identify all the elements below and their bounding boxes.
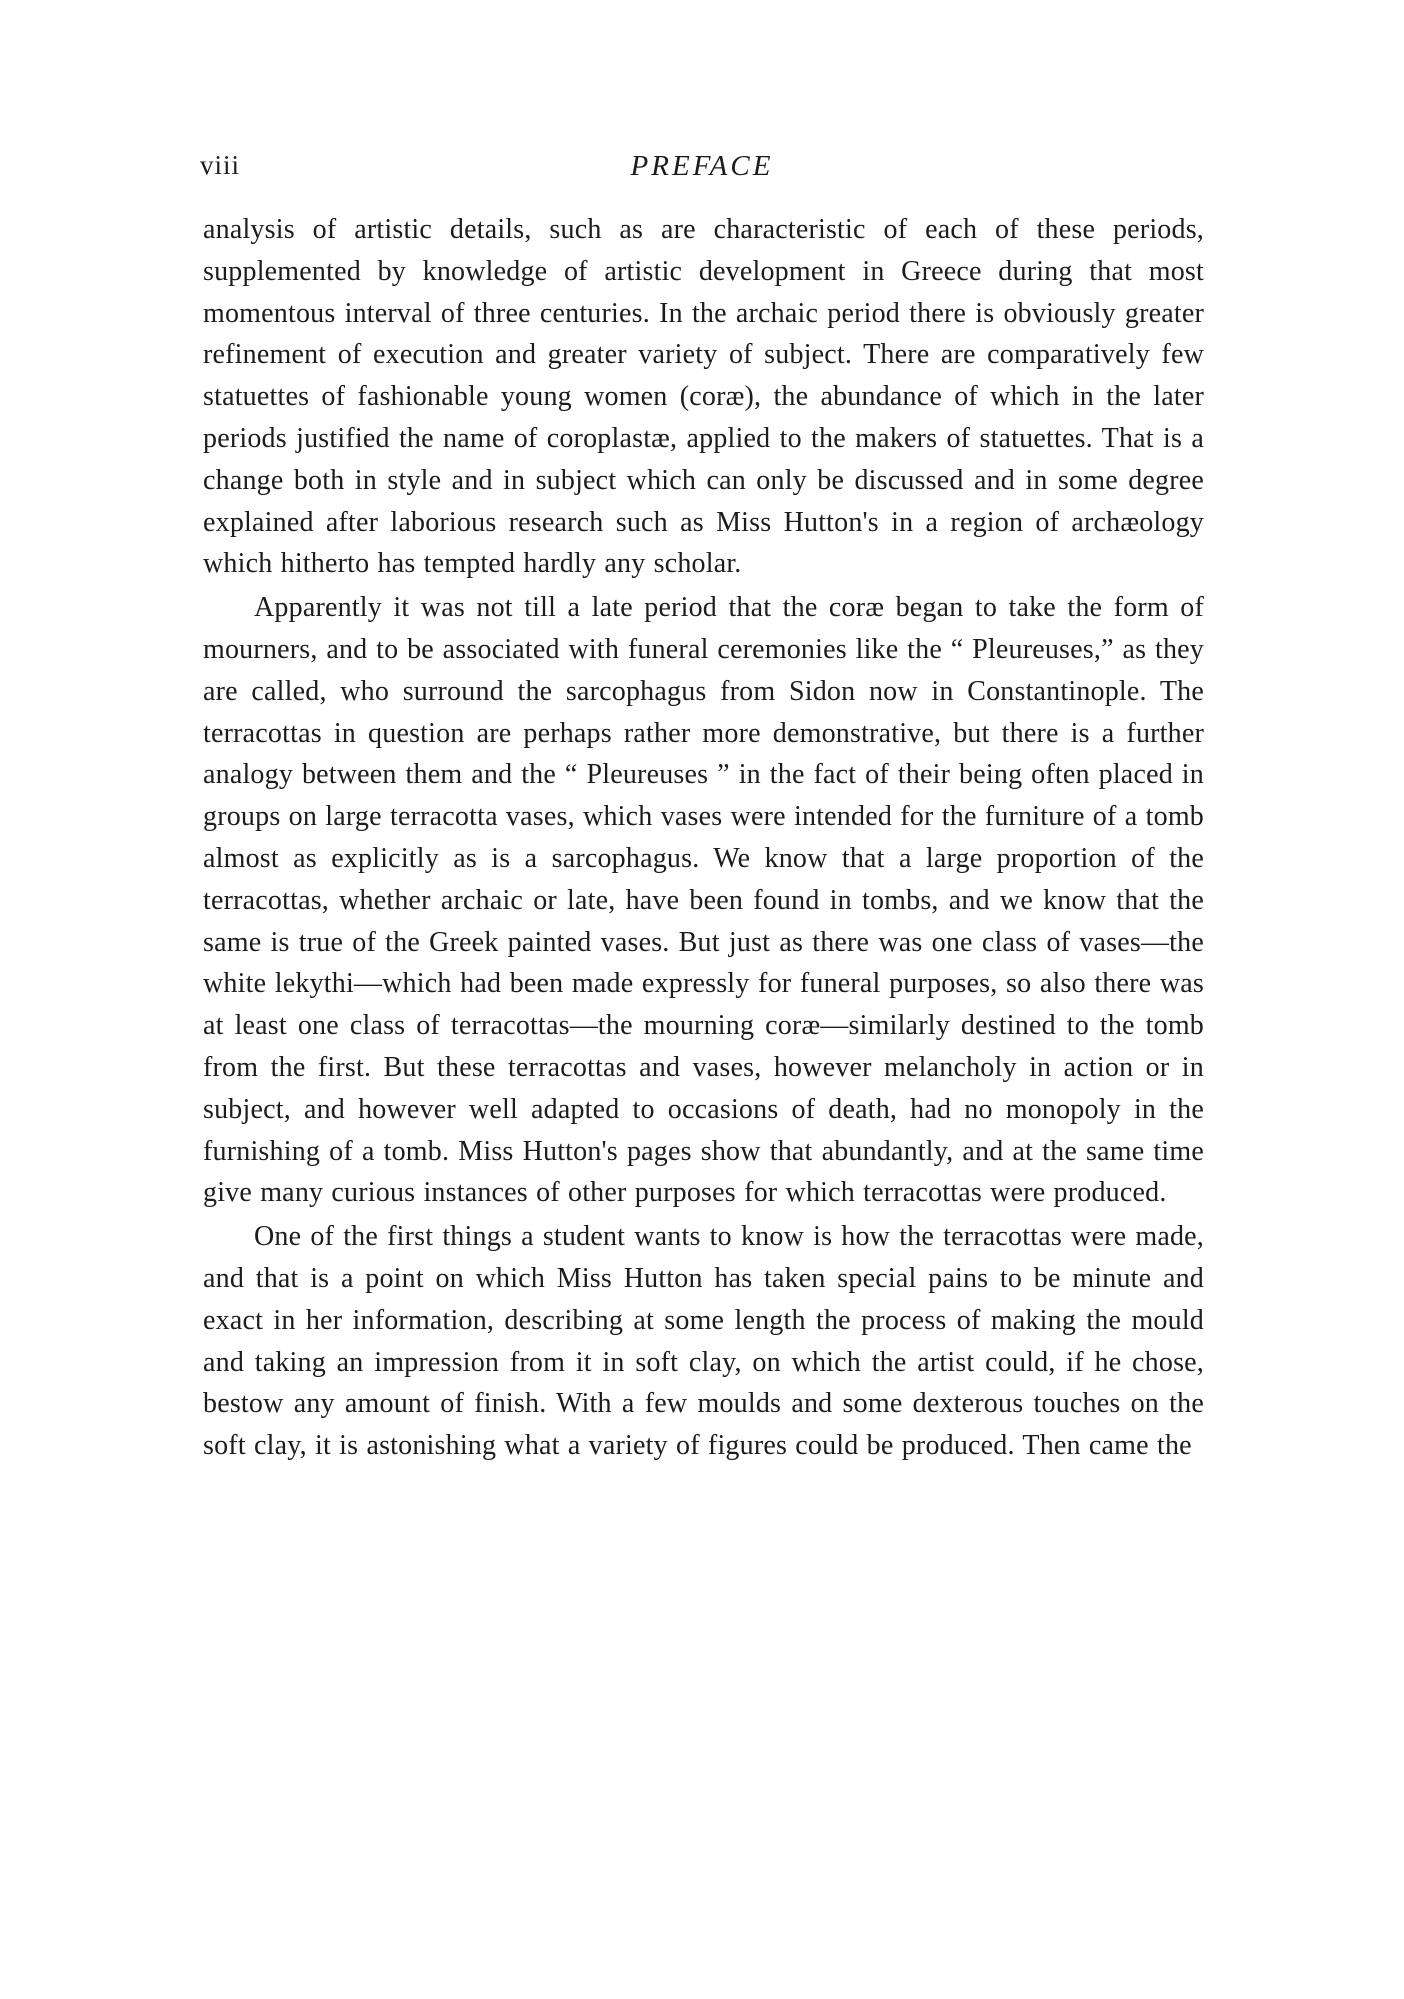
paragraph: One of the first things a student wants to know is how the terracottas were made, and that is a point on which Miss Hutton has taken special pains to be minute and exact in her information, describing at some length the process of making the mould and taking an impression from it in soft clay, on which the artist could, if he chose, bestow any amount of finish. With a few moulds and some dexterous touches on the soft clay, it is astonishing what a variety of figures could be produced. Then came the — [203, 1221, 1204, 1462]
paragraph-continued: analysis of artistic details, such as are characteristic of each of these periods, supplemented by knowledge of artistic development in Greece during that most momentous interval of three centuries. In the archaic period there is obviously greater refinement of execution and greater variety of subject. There are comparatively few statuettes of fashionable young women (coræ), the abundance of which in the later periods justified the name of coroplastæ, applied to the makers of statuettes. That is a change both in style and in subject which can only be discussed and in some degree explained after laborious research such as Miss Hutton's in a region of archæology which hitherto has tempted hardly any scholar. — [203, 214, 1204, 580]
running-head — [200, 150, 1204, 190]
page-number: viii — [200, 150, 241, 180]
paragraph: Apparently it was not till a late period that the coræ began to take the form of mourners, and to be associated with funeral ceremonies like the “ Pleureuses,” as they are called, who surround the sarcophagus from Sidon now in Constantinople. The terracottas in question are perhaps rather more demonstrative, but there is a further analogy between them and the “ Pleureuses ” in the fact of their being often placed in groups on large terracotta vases, which vases were intended for the furniture of a tomb almost as explicitly as is a sarcophagus. We know that a large proportion of the terracottas, whether archaic or late, have been found in tombs, and we know that the same is true of the Greek painted vases. But just as there was one class of vases—the white lekythi—which had been made expressly for funeral purposes, so also there was at least one class of terracottas—the mourning coræ—similarly destined to the tomb from the first. But these terracottas and vases, however melancholy in action or in subject, and however well adapted to occasions of death, had no monopoly in the furnishing of a tomb. Miss Hutton's pages show that abundantly, and at the same time give many curious instances of other purposes for which terracottas were produced. — [203, 592, 1204, 1209]
body-text — [203, 209, 1204, 1469]
running-head-title: PREFACE — [630, 150, 774, 182]
